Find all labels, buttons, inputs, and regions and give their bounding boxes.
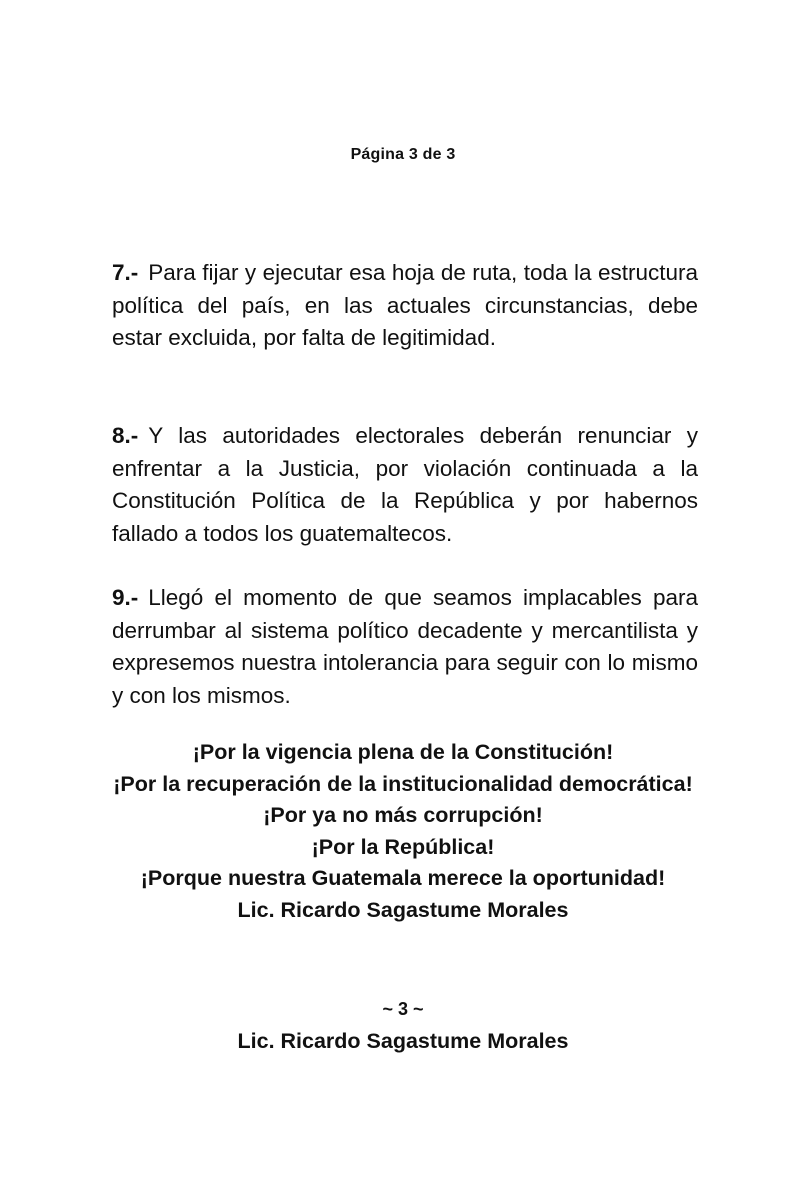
paragraph-text: Y las autoridades electorales deberán renunciar y enfrentar a la Justicia, por violación continuada a la Constitución Política de la República y por habernos fallado a todos los guatemaltecos.: [112, 423, 698, 546]
closing-line-republic: ¡Por la República!: [311, 834, 495, 859]
page-footer: [0, 994, 806, 1058]
paragraph-8: [112, 420, 698, 550]
paragraph-number: 9.-: [112, 585, 139, 610]
paragraph-number: 8.-: [112, 423, 139, 448]
closing-line-corruption: ¡Por ya no más corrupción!: [263, 803, 543, 827]
paragraph-number: 7.-: [112, 260, 139, 285]
paragraph-9: [112, 582, 698, 712]
closing-statements: [100, 737, 706, 926]
closing-signature: Lic. Ricardo Sagastume Morales: [237, 897, 569, 922]
paragraph-7: [112, 257, 698, 355]
closing-line-constitution: ¡Por la vigencia plena de la Constitución!: [192, 740, 614, 764]
closing-line-guatemala: ¡Porque nuestra Guatemala merece la oportunidad!: [140, 866, 666, 890]
paragraph-text: Llegó el momento de que seamos implacables para derrumbar al sistema político decadente y mercantilista y expresemos nuestra intolerancia para seguir con lo mismo y con los mismos.: [112, 585, 698, 708]
paragraph-text: Para fijar y ejecutar esa hoja de ruta, toda la estructura política del país, en las actuales circunstancias, debe estar excluida, por falta de legitimidad.: [112, 260, 698, 350]
closing-line-institutionality: ¡Por la recuperación de la institucionalidad democrática!: [113, 771, 693, 796]
page-label: Página 3 de 3: [350, 146, 456, 163]
footer-author: Lic. Ricardo Sagastume Morales: [237, 1029, 569, 1053]
footer-page-number: ~ 3 ~: [382, 999, 424, 1019]
